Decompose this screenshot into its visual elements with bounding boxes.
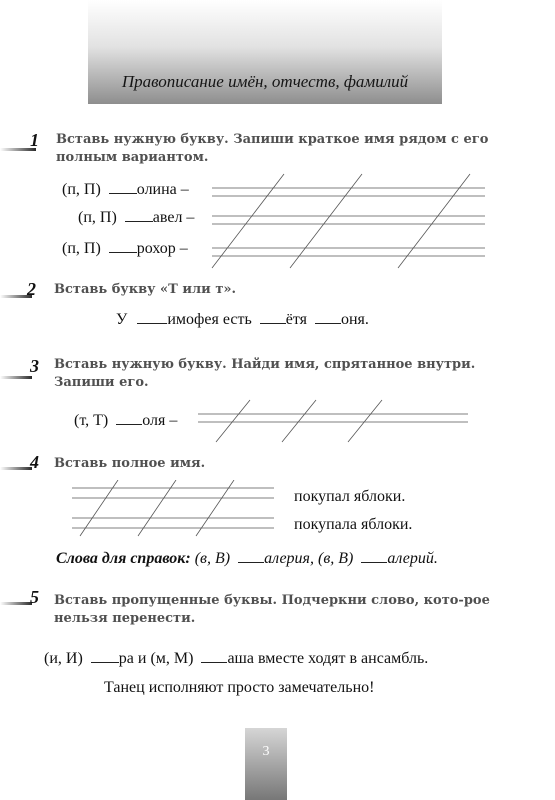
letter-choice: (п, П) [62,181,101,198]
letter-choice: (п, П) [62,240,101,257]
task-number: 3 [30,356,39,376]
blank-gap[interactable] [109,251,137,253]
blank-gap[interactable] [260,322,286,324]
writing-lines[interactable] [190,396,470,446]
task-marker [0,376,32,379]
footer-band [245,728,287,800]
answer-row [78,209,194,227]
blank-gap[interactable] [116,423,142,425]
answer-row-text: покупал яблоки. [294,488,406,505]
blank-gap[interactable] [109,192,137,194]
task-number: 2 [27,279,36,299]
answer-row [62,240,188,258]
blank-gap[interactable] [315,322,341,324]
task-number: 1 [30,130,39,150]
page-number: 3 [262,744,270,759]
task-instruction: Вставь нужную букву. Найди имя, спрятанное внутри. Запиши его. [54,357,476,390]
reference-words: Слова для справок: (в, В) алерия, (в, В) алерий. [56,550,438,567]
task-number: 5 [30,587,39,607]
task-instruction: Вставь букву «Т или т». [54,282,237,297]
exercise-sentence: У имофея есть ётя оня. [116,311,369,328]
writing-lines[interactable] [70,480,280,540]
word-ending: олина – [136,181,189,198]
answer-row [62,181,189,199]
blank-gap[interactable] [125,220,153,222]
task-instruction: Вставь полное имя. [54,456,206,471]
writing-lines[interactable] [200,168,490,272]
blank-gap[interactable] [91,661,119,663]
blank-gap[interactable] [201,661,227,663]
blank-gap[interactable] [137,322,167,324]
blank-gap[interactable] [361,561,387,563]
letter-choice: (п, П) [78,209,117,226]
exercise-sentence: Танец исполняют просто замечательно! [104,679,375,696]
task-instruction: Вставь нужную букву. Запиши краткое имя рядом с его полным вариантом. [56,132,489,165]
answer-row-text: покупала яблоки. [294,516,413,533]
task-instruction: Вставь пропущенные буквы. Подчеркни слово, кото-рое нельзя перенести. [54,593,490,626]
blank-gap[interactable] [238,561,264,563]
answer-row [74,412,177,430]
reference-label: Слова для справок: [56,550,191,567]
word-ending: оля – [142,412,178,429]
letter-choice: (т, Т) [74,412,109,429]
task-marker [0,602,32,605]
task-marker [0,467,32,470]
word-ending: авел – [152,209,195,226]
page-title: Правописание имён, отчеств, фамилий [121,72,409,91]
task-number: 4 [30,452,39,472]
exercise-sentence: (и, И) ра и (м, М) аша вместе ходят в ансамбль. [44,650,429,667]
word-ending: рохор – [136,240,188,257]
